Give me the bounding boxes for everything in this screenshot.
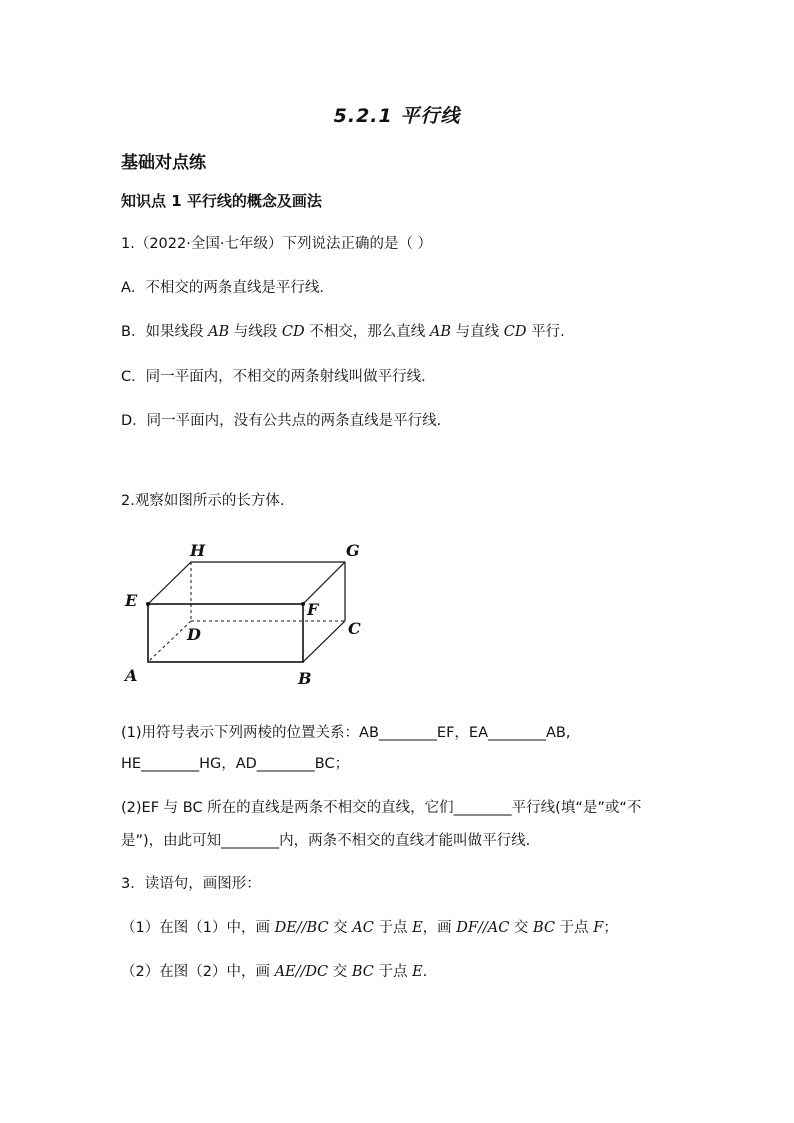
question-1-option-b: [121, 320, 565, 341]
option-b-math-3: AB: [429, 324, 452, 340]
section-heading: 基础对点练: [121, 153, 206, 173]
question-1-option-a: A．不相交的两条直线是平行线.: [121, 280, 325, 296]
edge-eh: [148, 562, 191, 604]
q3p2-math-3: E: [412, 964, 423, 980]
vertex-label-d: D: [187, 625, 201, 644]
q3p1-text-5: 交: [509, 920, 534, 936]
q3p1-text-6: 于点: [555, 920, 594, 936]
page-title: 5.2.1 平行线: [333, 105, 461, 127]
vertex-label-b: B: [298, 669, 312, 688]
q3p1-math-3: E: [412, 920, 423, 936]
question-3-part-1: [121, 916, 618, 937]
vertex-label-c: C: [348, 619, 361, 638]
q3p1-math-1: DE//BC: [274, 920, 329, 936]
option-b-math-4: CD: [503, 324, 527, 340]
vertex-f-dot: [301, 602, 305, 606]
q3p1-text-1: （1）在图（1）中，画: [121, 920, 275, 936]
q3p1-text-4: ，画: [422, 920, 457, 936]
edge-da: [148, 621, 191, 662]
question-1-stem: 1.（2022·全国·七年级）下列说法正确的是（ ）: [121, 236, 433, 252]
q3p1-text-7: ；: [603, 920, 618, 936]
q3p1-math-5: BC: [533, 920, 556, 936]
vertex-label-h: H: [190, 541, 206, 560]
option-b-math-1: AB: [208, 324, 230, 340]
question-2-stem: 2.观察如图所示的长方体.: [121, 493, 285, 509]
option-b-text-1: B．如果线段: [121, 324, 209, 340]
vertex-label-f: F: [307, 600, 319, 619]
q3p2-text-1: （2）在图（2）中，画: [121, 964, 275, 980]
q3p1-math-6: F: [593, 920, 604, 936]
vertex-label-a: A: [125, 666, 138, 685]
option-b-text-2: 与线段: [229, 324, 282, 340]
q3p2-text-3: 于点: [373, 964, 413, 980]
question-2-part-1-line-2: HE________HG，AD________BC；: [121, 756, 350, 772]
subsection-heading: 知识点 1 平行线的概念及画法: [121, 192, 322, 210]
q3p2-text-2: 交: [328, 964, 352, 980]
q3p1-math-2: AC: [352, 920, 374, 936]
question-3-part-2: [121, 960, 427, 981]
option-b-text-3: 不相交，那么直线: [304, 324, 430, 340]
vertex-label-g: G: [346, 541, 360, 560]
option-b-text-5: 平行.: [526, 324, 565, 340]
edge-cb: [303, 621, 345, 662]
vertex-e-dot: [146, 602, 150, 606]
question-3-stem: 3．读语句，画图形：: [121, 876, 261, 892]
question-2-part-2-line-2: 是”)，由此可知________内，两条不相交的直线才能叫做平行线.: [121, 833, 531, 849]
vertex-label-e: E: [125, 591, 138, 610]
edge-fg: [303, 562, 345, 604]
option-b-text-4: 与直线: [451, 324, 504, 340]
q3p2-text-4: .: [422, 964, 428, 980]
q3p1-text-3: 于点: [373, 920, 413, 936]
q3p2-math-1: AE//DC: [274, 964, 329, 980]
question-1-option-d: D．同一平面内，没有公共点的两条直线是平行线.: [121, 413, 442, 429]
question-1-option-c: C．同一平面内，不相交的两条射线叫做平行线.: [121, 369, 426, 385]
q3p1-text-2: 交: [328, 920, 353, 936]
front-face: [148, 604, 303, 662]
cuboid-figure: [110, 538, 390, 690]
q3p1-math-4: DF//AC: [456, 920, 510, 936]
option-b-math-2: CD: [281, 324, 305, 340]
question-2-part-2-line-1: (2)EF 与 BC 所在的直线是两条不相交的直线，它们________平行线(填“是”或“不: [121, 800, 642, 816]
q3p2-math-2: BC: [351, 964, 374, 980]
question-2-part-1-line-1: (1)用符号表示下列两棱的位置关系：AB________EF，EA________AB,: [121, 725, 571, 741]
